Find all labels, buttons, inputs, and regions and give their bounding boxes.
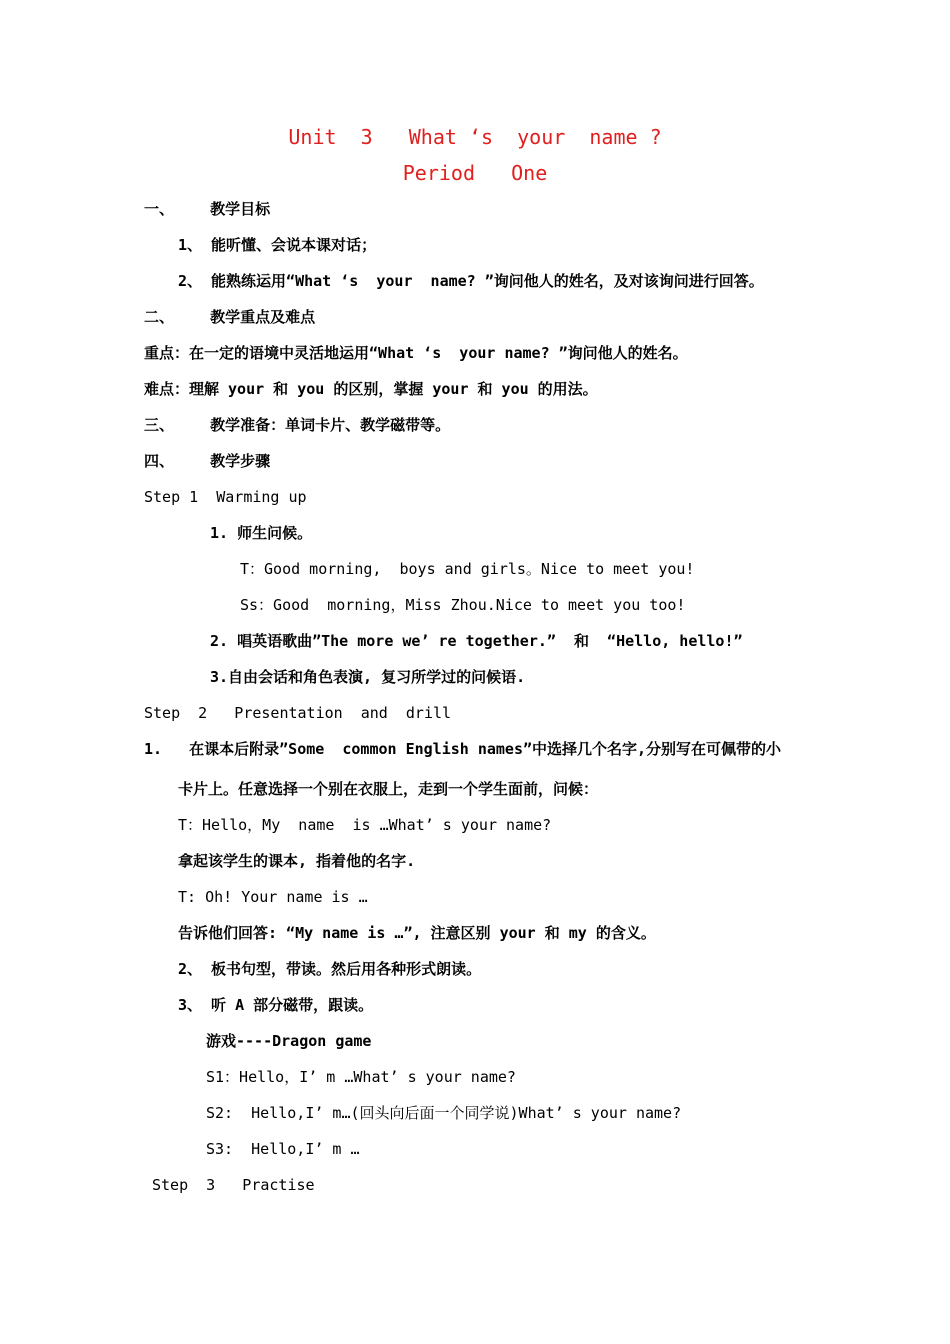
dialogue-line: T：Good morning, boys and girls。Nice to meet you! — [240, 560, 695, 578]
step-item: 1. 师生问候。 — [210, 524, 313, 542]
section-heading-key-points: 二、 教学重点及难点 — [144, 308, 316, 326]
step-heading: Step 3 Practise — [152, 1176, 315, 1194]
dialogue-line: S1：Hello，I’ m …What’ s your name? — [206, 1068, 516, 1086]
objective-item: 1、 能听懂、会说本课对话； — [178, 236, 377, 254]
step-item: 2. 唱英语歌曲”The more we’ re together.” 和 “Hello, hello!” — [210, 632, 743, 650]
step-heading: Step 2 Presentation and drill — [144, 704, 452, 722]
section-heading-objectives: 一、 教学目标 — [144, 200, 271, 218]
unit-title: Unit 3 What ‘s your name ? — [288, 125, 662, 149]
key-point-text: 重点：在一定的语境中灵活地运用“What ‘s your name? ”询问他人的姓名。 — [144, 344, 688, 362]
step-item: 2、 板书句型，带读。然后用各种形式朗读。 — [178, 960, 482, 978]
section-heading-preparation: 三、 教学准备：单词卡片、教学磁带等。 — [144, 416, 451, 434]
dialogue-line: T：Hello，My name is …What’ s your name? — [178, 816, 552, 834]
step-item: 1. 在课本后附录”Some common English names”中选择几个名字,分别写在可佩带的小 — [144, 740, 782, 758]
step-item-continued: 卡片上。任意选择一个别在衣服上，走到一个学生面前，问候： — [178, 780, 599, 798]
step-heading: Step 1 Warming up — [144, 488, 307, 506]
dialogue-line: S3: Hello,I’ m … — [206, 1140, 360, 1158]
dialogue-line: T: Oh! Your name is … — [178, 888, 368, 906]
section-heading-steps: 四、 教学步骤 — [144, 452, 271, 470]
step-item: 3.自由会话和角色表演, 复习所学过的问候语. — [210, 668, 526, 686]
period-title: Period One — [402, 161, 548, 185]
dialogue-line: S2: Hello,I’ m…(回头向后面一个同学说)What’ s your name? — [206, 1104, 682, 1122]
instruction-text: 告诉他们回答: “My name is …”, 注意区别 your 和 my 的含义。 — [178, 924, 656, 942]
difficult-point-text: 难点：理解 your 和 you 的区别，掌握 your 和 you 的用法。 — [144, 380, 598, 398]
instruction-text: 拿起该学生的课本, 指着他的名字. — [178, 852, 416, 870]
game-title: 游戏----Dragon game — [206, 1032, 372, 1050]
step-item: 3、 听 A 部分磁带，跟读。 — [178, 996, 374, 1014]
dialogue-line: Ss：Good morning，Miss Zhou.Nice to meet you too! — [240, 596, 686, 614]
objective-item: 2、 能熟练运用“What ‘s your name? ”询问他人的姓名，及对该询问进行回答。 — [178, 272, 764, 290]
